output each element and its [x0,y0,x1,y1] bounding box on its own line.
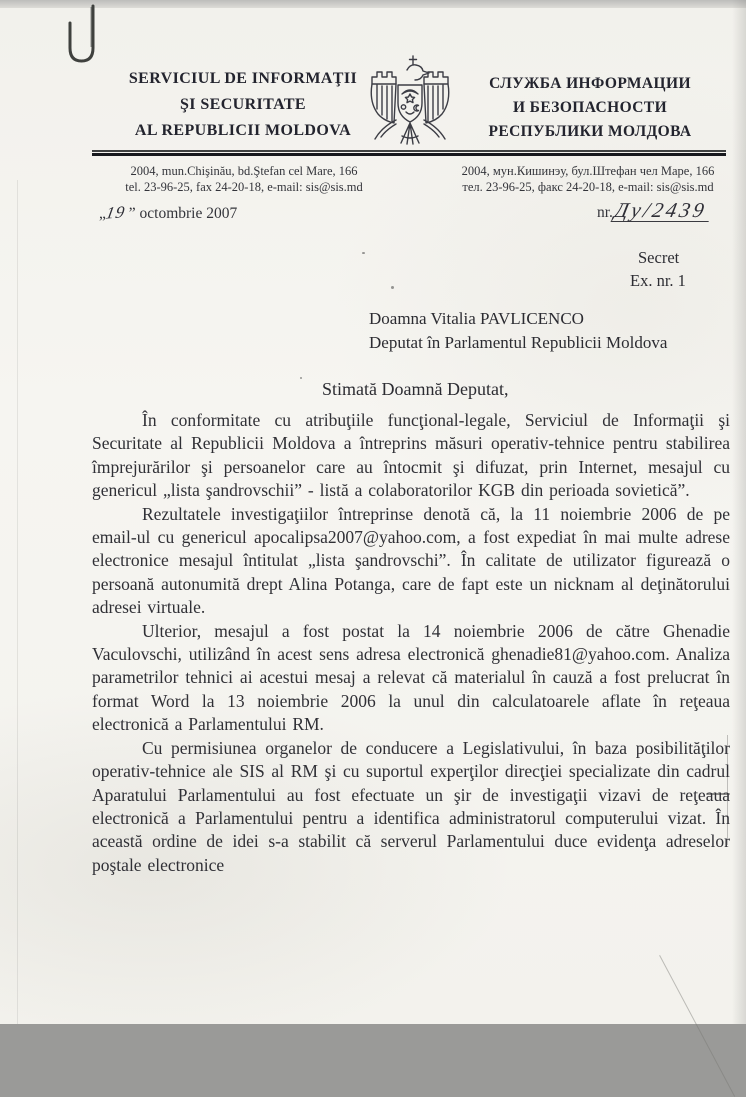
org-name-russian [446,72,734,144]
paperclip-icon [66,3,100,67]
org-ro-line1: SERVICIUL DE INFORMAŢII [128,70,358,87]
classification-block [630,246,686,292]
date-line [99,203,237,223]
recipient-block [369,307,667,355]
letter-body [92,409,730,877]
scan-edge-top [0,0,746,8]
scan-crease-left [17,180,18,1024]
classification-label: Secret [638,248,680,267]
org-ru-line3: РЕСПУБЛИКИ МОЛДОВА [488,123,692,140]
org-ru-line2: И БЕЗОПАСНОСТИ [512,99,668,116]
body-paragraph-1: În conformitate cu atribuţiile funcţional-legale, Serviciul de Informaţii şi Securitate al Republicii Moldova a întreprins măsuri operativ-tehnice pentru stabilirea împrejurărilor şi persoanelor care au întocmit şi difuzat, prin Internet, mesajul cu genericul „lista şandrovschii” - listă a colaboratorilor KGB din perioada sovietică”. [92,410,730,501]
number-label: nr. [597,204,613,221]
org-ro-line3: AL REPUBLICII MOLDOVA [134,122,352,139]
scan-speck [362,252,365,254]
moldova-coat-of-arms-icon [360,54,460,150]
address-ru-line2: тел. 23-96-25, факс 24-20-18, e-mail: sis@sis.md [462,180,714,194]
date-open-quote: „ [99,205,106,222]
body-paragraph-4: Cu permisiunea organelor de conducere a Legislativului, în baza posibilităţilor operativ-tehnice ale SIS al RM şi cu suportul experţilor direcţiei specializate din cadrul Aparatului Parlamentului au fost efectuate un şir de investigaţii vizavi de reţeaua electronică a Parlamentului pentru a identifica administratorul computerului vizat. În această ordine de idei s-a stabilit că serverul Parlamentului duce evidenţa adreselor poştale electronice [92,737,730,875]
scan-edge-right [732,0,746,1024]
body-paragraph-3: Ulterior, mesajul a fost postat la 14 noiembrie 2006 de către Ghenadie Vaculovschi, utilizând în acest sens adresa electronică ghenadie81@yahoo.com. Analiza parametrilor tehnici ai acestui mesaj a relevat că materialul în cauză a fost prelucrat în format Word la 13 noiembrie 2006 la unul din calculatoarele aflate în reţeaua electronică a Parlamentului RM. [92,620,730,735]
handwritten-day: 19 [104,202,127,223]
date-text: octombrie 2007 [135,205,238,222]
letterhead-divider [92,150,726,156]
address-russian [438,163,738,195]
body-paragraph-2: Rezultatele investigaţiilor întreprinse denotă că, la 11 noiembrie 2006 de pe email-ul cu genericul apocalipsa2007@yahoo.com, a fost expediat în mai multe adrese electronice mesajul întitulat „lista şandrovschi”. În calitate de utilizator figurează o persoană autonumită drept Alina Potanga, care de fapt este un nicknam al deţinătorului adresei virtuale. [92,503,730,618]
address-ru-line1: 2004, мун.Кишинэу, бул.Штефан чел Маре, 166 [461,164,715,178]
scan-speck [391,286,394,289]
address-ro-line2: tel. 23-96-25, fax 24-20-18, e-mail: sis@sis.md [125,180,363,194]
salutation: Stimată Doamnă Deputat, [322,379,509,399]
recipient-name: Doamna Vitalia PAVLICENCO [369,309,584,328]
copy-number: Ex. nr. 1 [630,271,686,290]
org-name-romanian [98,66,388,144]
page-crease-corner [659,955,735,1097]
org-ru-line1: СЛУЖБА ИНФОРМАЦИИ [489,75,691,92]
recipient-title: Deputat în Parlamentul Republicii Moldova [369,333,668,352]
date-close-quote: ” [128,205,136,222]
document-number-line [597,199,710,222]
scan-speck [300,377,302,379]
address-ro-line1: 2004, mun.Chişinău, bd.Ştefan cel Mare, 166 [130,164,358,178]
address-romanian [96,163,392,195]
handwritten-number: Ду/2439 [610,199,712,222]
org-ro-line2: ŞI SECURITATE [180,96,306,113]
